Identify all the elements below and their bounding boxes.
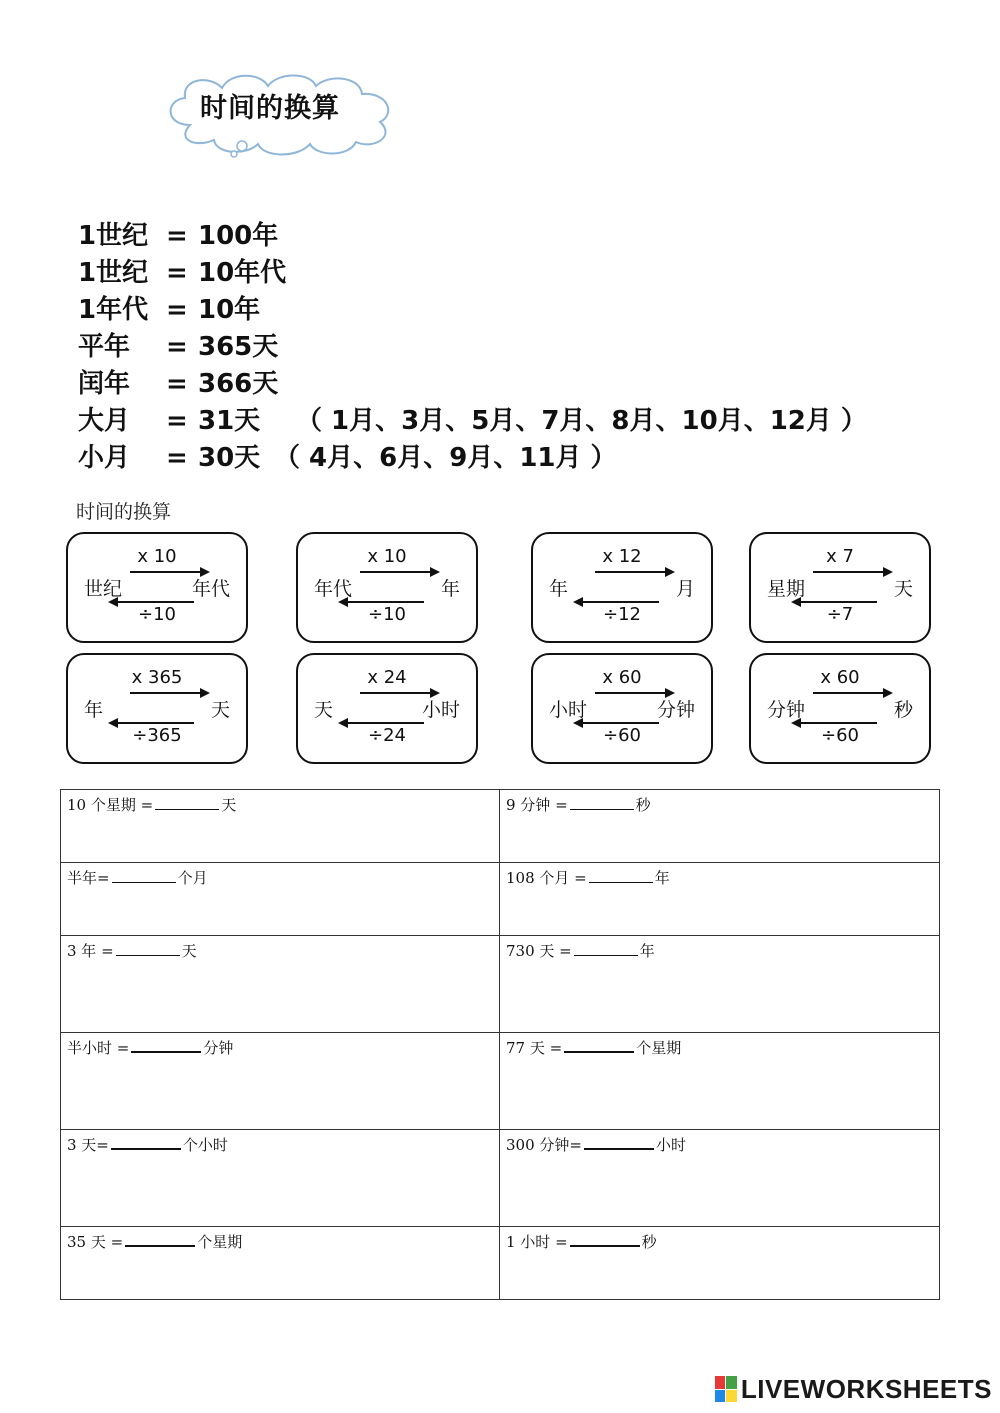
fact-right: 31天 [198, 406, 261, 436]
divide-label: ÷10 [138, 604, 176, 625]
fact-eq: = [166, 295, 188, 325]
logo-icon [715, 1376, 737, 1402]
conversion-box [531, 653, 713, 764]
exercise-cell [500, 1227, 940, 1300]
fact-left: 1世纪 [78, 258, 149, 288]
exercise-prompt: 10 个星期 = [67, 796, 154, 814]
exercise-unit: 个星期 [197, 1233, 243, 1251]
from-unit: 年 [549, 578, 569, 600]
answer-blank[interactable] [589, 868, 653, 883]
answer-blank[interactable] [125, 1231, 195, 1247]
table-row [61, 1033, 940, 1130]
brand-name: LIVEWORKSHEETS [740, 1373, 992, 1404]
fact-right: 366天 [198, 369, 279, 399]
exercise-prompt: 108 个月 = [506, 869, 587, 887]
fact-eq: = [166, 332, 188, 362]
table-row [61, 863, 940, 936]
section-label: 时间的换算 [76, 501, 172, 523]
fact-eq: = [166, 221, 188, 251]
from-unit: 小时 [549, 699, 588, 721]
exercise-prompt: 3 年 = [67, 942, 114, 960]
from-unit: 年 [84, 699, 104, 721]
from-unit: 分钟 [767, 699, 806, 721]
fact-note: （ 1月、3月、5月、7月、8月、10月、12月 ） [296, 406, 867, 436]
answer-blank[interactable] [112, 868, 176, 883]
fact-right: 100年 [198, 221, 279, 251]
answer-blank[interactable] [570, 1231, 640, 1247]
exercise-unit: 秒 [641, 1233, 657, 1251]
to-unit: 分钟 [656, 699, 695, 721]
exercise-unit: 秒 [635, 796, 651, 814]
divide-label: ÷7 [826, 604, 854, 625]
answer-blank[interactable] [574, 941, 638, 956]
exercise-unit: 小时 [655, 1136, 686, 1154]
exercise-unit: 年 [654, 869, 670, 887]
from-unit: 世纪 [84, 578, 123, 600]
exercise-prompt: 3 天= [67, 1136, 109, 1154]
logo-square [726, 1390, 737, 1403]
to-unit: 天 [210, 699, 230, 721]
exercise-prompt: 半小时 = [67, 1039, 130, 1057]
exercise-cell [61, 790, 500, 863]
fact-eq: = [166, 369, 188, 399]
exercise-cell [500, 790, 940, 863]
to-unit: 小时 [421, 699, 460, 721]
divide-label: ÷12 [603, 604, 641, 625]
answer-blank[interactable] [570, 795, 634, 810]
answer-blank[interactable] [131, 1037, 201, 1053]
from-unit: 星期 [767, 578, 806, 600]
exercise-prompt: 730 天 = [506, 942, 572, 960]
divide-label: ÷60 [821, 725, 859, 746]
fact-eq: = [166, 406, 188, 436]
fact-left: 1世纪 [78, 221, 149, 251]
exercise-cell [500, 936, 940, 1033]
fact-note: （ 4月、6月、9月、11月 ） [274, 443, 617, 473]
to-unit: 秒 [893, 699, 913, 721]
fact-right: 10年代 [198, 258, 287, 288]
fact-eq: = [166, 258, 188, 288]
divide-label: ÷24 [368, 725, 406, 746]
multiply-label: x 60 [602, 667, 642, 688]
logo-square [726, 1376, 737, 1389]
multiply-label: x 12 [602, 546, 642, 567]
to-unit: 天 [893, 578, 913, 600]
fact-right: 10年 [198, 295, 261, 325]
divide-label: ÷365 [132, 725, 182, 746]
exercise-prompt: 77 天 = [506, 1039, 563, 1057]
to-unit: 年 [440, 578, 460, 600]
answer-blank[interactable] [111, 1134, 181, 1150]
fact-left: 闰年 [78, 369, 131, 399]
page-title: 时间的换算 [200, 93, 340, 124]
exercise-cell [61, 1130, 500, 1227]
table-row [61, 936, 940, 1033]
answer-blank[interactable] [155, 795, 219, 810]
exercise-prompt: 9 分钟 = [506, 796, 568, 814]
table-row [61, 790, 940, 863]
divide-label: ÷10 [368, 604, 406, 625]
answer-blank[interactable] [116, 941, 180, 956]
to-unit: 月 [675, 578, 695, 600]
exercise-prompt: 1 小时 = [506, 1233, 568, 1251]
exercise-cell [61, 1227, 500, 1300]
to-unit: 年代 [191, 578, 230, 600]
table-row [61, 1227, 940, 1300]
exercise-unit: 天 [221, 796, 237, 814]
fact-eq: = [166, 443, 188, 473]
divide-label: ÷60 [603, 725, 641, 746]
conversion-box [531, 532, 713, 643]
fact-right: 365天 [198, 332, 279, 362]
from-unit: 天 [314, 699, 334, 721]
exercise-cell [61, 936, 500, 1033]
answer-blank[interactable] [584, 1134, 654, 1150]
conversion-box [749, 653, 931, 764]
exercise-table [60, 789, 940, 1300]
exercise-unit: 个星期 [636, 1039, 682, 1057]
multiply-label: x 7 [826, 546, 854, 567]
exercise-unit: 天 [181, 942, 197, 960]
fact-left: 1年代 [78, 295, 149, 325]
exercise-cell [500, 1130, 940, 1227]
exercise-cell [500, 863, 940, 936]
multiply-label: x 10 [137, 546, 177, 567]
table-row [61, 1130, 940, 1227]
exercise-unit: 分钟 [203, 1039, 234, 1057]
multiply-label: x 10 [367, 546, 407, 567]
multiply-label: x 365 [131, 667, 183, 688]
logo-square [715, 1376, 726, 1389]
fact-left: 大月 [78, 406, 131, 436]
multiply-label: x 24 [367, 667, 407, 688]
exercise-cell [61, 863, 500, 936]
exercise-prompt: 300 分钟= [506, 1136, 582, 1154]
conversion-box [296, 532, 478, 643]
conversion-box [66, 653, 248, 764]
exercise-unit: 个月 [177, 869, 208, 887]
exercise-prompt: 半年= [67, 869, 110, 887]
fact-right: 30天 [198, 443, 261, 473]
fact-left: 平年 [78, 332, 131, 362]
from-unit: 年代 [314, 578, 353, 600]
multiply-label: x 60 [820, 667, 860, 688]
conversion-box [749, 532, 931, 643]
conversion-box [296, 653, 478, 764]
exercise-unit: 年 [639, 942, 655, 960]
fact-left: 小月 [78, 443, 131, 473]
brand-logo[interactable] [715, 1373, 992, 1405]
logo-square [715, 1390, 726, 1403]
exercise-prompt: 35 天 = [67, 1233, 124, 1251]
exercise-cell [61, 1033, 500, 1130]
answer-blank[interactable] [564, 1037, 634, 1053]
conversion-box [66, 532, 248, 643]
exercise-unit: 个小时 [182, 1136, 228, 1154]
exercise-cell [500, 1033, 940, 1130]
